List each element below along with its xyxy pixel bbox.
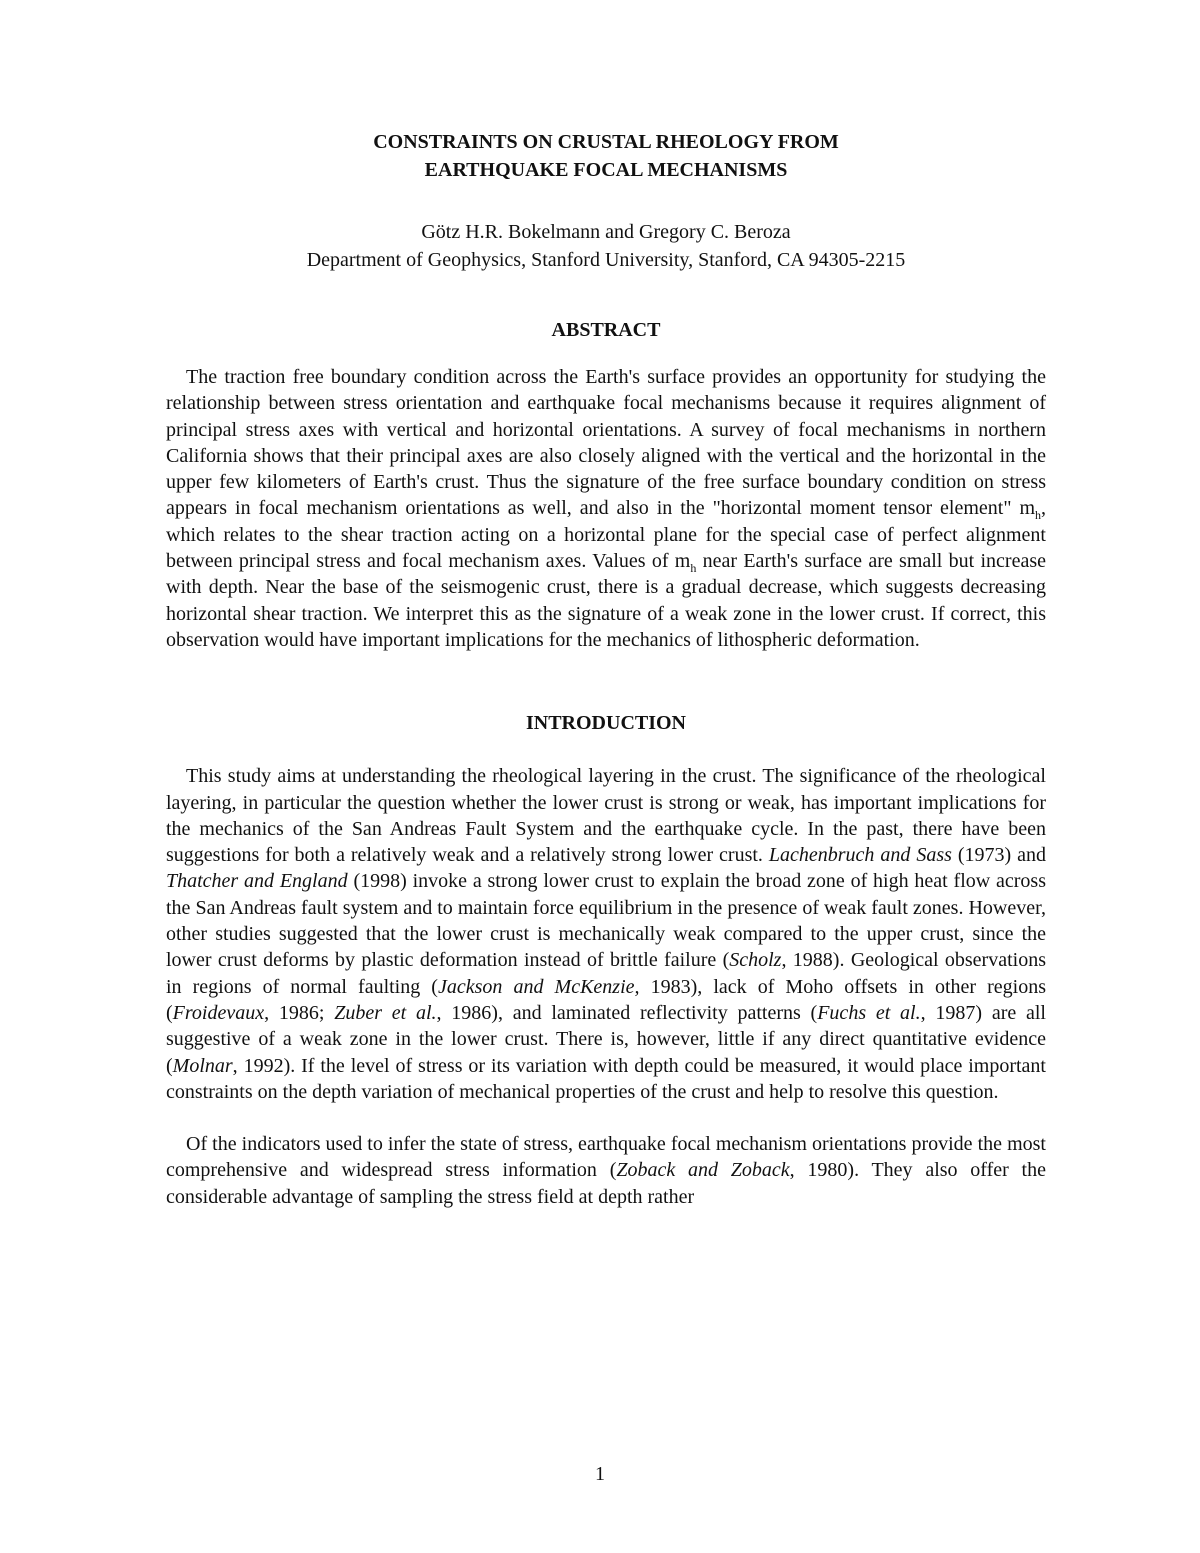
citation: Fuchs et al. (817, 1001, 921, 1024)
page-number: 1 (595, 1463, 605, 1485)
citation: Molnar (172, 1054, 233, 1077)
intro-text: , 1987) are all suggestive of a weak zone in the lower crust. There is, however, little if any direct quantitative evidence ( (166, 1001, 1046, 1077)
citation: Zuber et al. (334, 1001, 437, 1024)
intro-text: , 1992). If the level of stress or its variation with depth could be measured, it would place important constraints on the depth variation of mechanical properties of the crust and help to resolve this question. (166, 1054, 1046, 1103)
abstract-text-2: , which relates to the shear traction acting on a horizontal plane for the special case of perfect alignment between principal stress and focal mechanism axes. Values of m (166, 497, 1046, 573)
intro-text: 1983), lack of Moho offsets in other regions ( (166, 975, 1046, 1024)
intro-text: , 1980). They also offer the considerable advantage of sampling the stress field at depth rather (166, 1159, 1046, 1208)
paper-title (166, 128, 1046, 184)
intro-text: Of the indicators used to infer the state of stress, earthquake focal mechanism orientations provide the most comprehensive and widespread stress information ( (166, 1133, 1046, 1182)
paper-page (166, 128, 1046, 1210)
intro-text: (1973) and (951, 844, 1047, 867)
author-block (166, 218, 1046, 274)
subscript-h-1: h (1035, 508, 1041, 523)
introduction-heading: INTRODUCTION (525, 712, 687, 735)
citation: Scholz (729, 949, 782, 972)
intro-text: , 1986; (264, 1001, 335, 1024)
citation: Zoback and Zoback (616, 1159, 790, 1182)
affiliation: Department of Geophysics, Stanford University, Stanford, CA 94305-2215 (306, 249, 906, 271)
intro-text: , 1986), and laminated reflectivity patterns ( (436, 1001, 818, 1024)
intro-text: This study aims at understanding the rheological layering in the crust. The significance of the rheological layering, in particular the question whether the lower crust is strong or weak, has important implications for the mechanics of the San Andreas Fault System and the earthquake cycle. In the past, there have been suggestions for both a relatively weak and a relatively strong lower crust. (166, 765, 1046, 867)
subscript-h-2: h (690, 561, 697, 576)
abstract-text-3: near Earth's surface are small but increase with depth. Near the base of the seismogenic crust, there is a gradual decrease, which suggests decreasing horizontal shear traction. We interpret this as the signature of a weak zone in the lower crust. If correct, this observation would have important implications for the mechanics of lithospheric deformation. (166, 550, 1046, 651)
title-line-1: CONSTRAINTS ON CRUSTAL RHEOLOGY FROM (373, 131, 839, 153)
abstract-heading: ABSTRACT (551, 319, 661, 341)
citation: Froidevaux (172, 1001, 265, 1024)
authors: Götz H.R. Bokelmann and Gregory C. Beroza (421, 221, 791, 243)
introduction-paragraph-1 (166, 763, 1046, 1105)
introduction-paragraph-2 (166, 1131, 1046, 1210)
title-line-2: EARTHQUAKE FOCAL MECHANISMS (424, 159, 788, 181)
intro-text: , 1988). Geological observations in regions of normal faulting ( (166, 949, 1046, 998)
citation: Thatcher and England (166, 870, 348, 893)
citation: Jackson and McKenzie, (437, 975, 640, 998)
citation: Lachenbruch and Sass (768, 844, 952, 867)
abstract-paragraph (166, 364, 1046, 653)
intro-text: (1998) invoke a strong lower crust to explain the broad zone of high heat flow across the San Andreas fault system and to maintain force equilibrium in the presence of weak fault zones. However, other studies suggested that the lower crust is mechanically weak compared to the upper crust, since the lower crust deforms by plastic deformation instead of brittle failure ( (166, 870, 1046, 972)
abstract-text-1: The traction free boundary condition across the Earth's surface provides an opportunity for studying the relationship between stress orientation and earthquake focal mechanisms because it requires alignment of principal stress axes with vertical and horizontal orientations. A survey of focal mechanisms in northern California shows that their principal axes are also closely aligned with the vertical and the horizontal in the upper few kilometers of Earth's crust. Thus the signature of the free surface boundary condition on stress appears in focal mechanism orientations as well, and also in the "horizontal moment tensor element" m (166, 366, 1046, 520)
